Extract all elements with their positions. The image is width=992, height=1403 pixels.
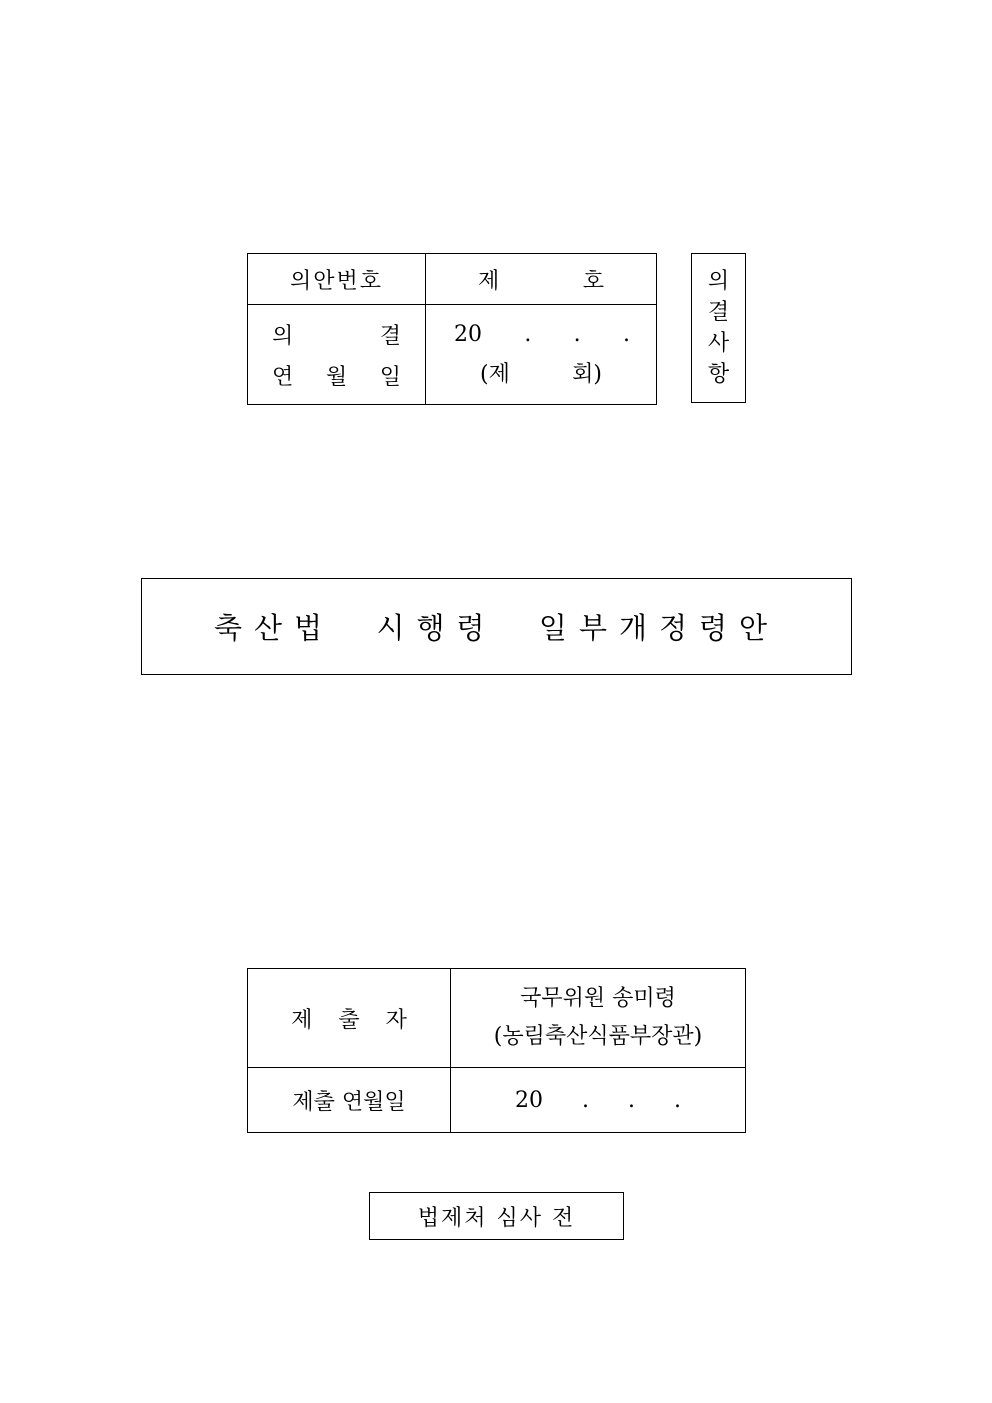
resolution-label-gyeol: 결: [379, 323, 401, 349]
decision-char-3: 사: [707, 331, 730, 356]
resolution-date-row: [248, 305, 657, 405]
session-open: (제: [480, 361, 510, 387]
resolution-date-dot-1: .: [524, 321, 532, 347]
submitter-value-cell: [451, 969, 746, 1068]
resolution-date: [426, 322, 656, 347]
resolution-label-il: 일: [379, 364, 401, 390]
submission-date-year: 20: [515, 1087, 543, 1113]
resolution-date-label-cell: [248, 305, 426, 405]
submission-date-row: [248, 1068, 746, 1133]
submitter-row: [248, 969, 746, 1068]
review-status-box: [369, 1192, 624, 1240]
submission-date-label-cell: [248, 1068, 451, 1133]
session-number: [426, 357, 656, 388]
resolution-label-yeon: 연: [272, 364, 294, 390]
submission-date-dot-1: .: [582, 1087, 589, 1113]
bill-number-label: 의안번호: [289, 268, 383, 294]
resolution-date-value-cell: [426, 305, 657, 405]
bill-info-table: [247, 253, 657, 405]
resolution-label-ui: 의: [272, 323, 294, 349]
decision-matters-box: [691, 253, 746, 403]
submitter-title: (농림축산식품부장관): [493, 1024, 703, 1049]
submission-table: [247, 968, 746, 1133]
session-close: 회): [572, 361, 602, 387]
review-status: 법제처 심사 전: [417, 1205, 576, 1231]
bill-number-value-cell: [426, 254, 657, 305]
document-title: 축산법 시행령 일부개정령안: [213, 611, 780, 645]
submitter-label-cell: [248, 969, 451, 1068]
bill-number-label-cell: [248, 254, 426, 305]
document-title-box: [141, 578, 852, 675]
resolution-date-dot-3: .: [622, 321, 630, 347]
decision-char-4: 항: [707, 362, 730, 387]
submitter-name: 국무위원 송미령: [520, 986, 676, 1011]
bill-number-prefix: 제: [478, 268, 500, 294]
decision-char-1: 의: [707, 269, 730, 294]
bill-number-row: [248, 254, 657, 305]
resolution-date-year: 20: [454, 321, 482, 347]
submission-date-label: 제출 연월일: [292, 1089, 406, 1115]
submission-date-dot-2: .: [628, 1087, 635, 1113]
resolution-label-wol: 월: [325, 364, 348, 390]
submission-date-dot-3: .: [674, 1087, 681, 1113]
resolution-date-dot-2: .: [573, 321, 581, 347]
submitter-label: 제출자: [291, 1007, 433, 1033]
submission-date-value-cell: [451, 1068, 746, 1133]
bill-number-suffix: 호: [582, 268, 604, 294]
decision-char-2: 결: [707, 300, 730, 325]
